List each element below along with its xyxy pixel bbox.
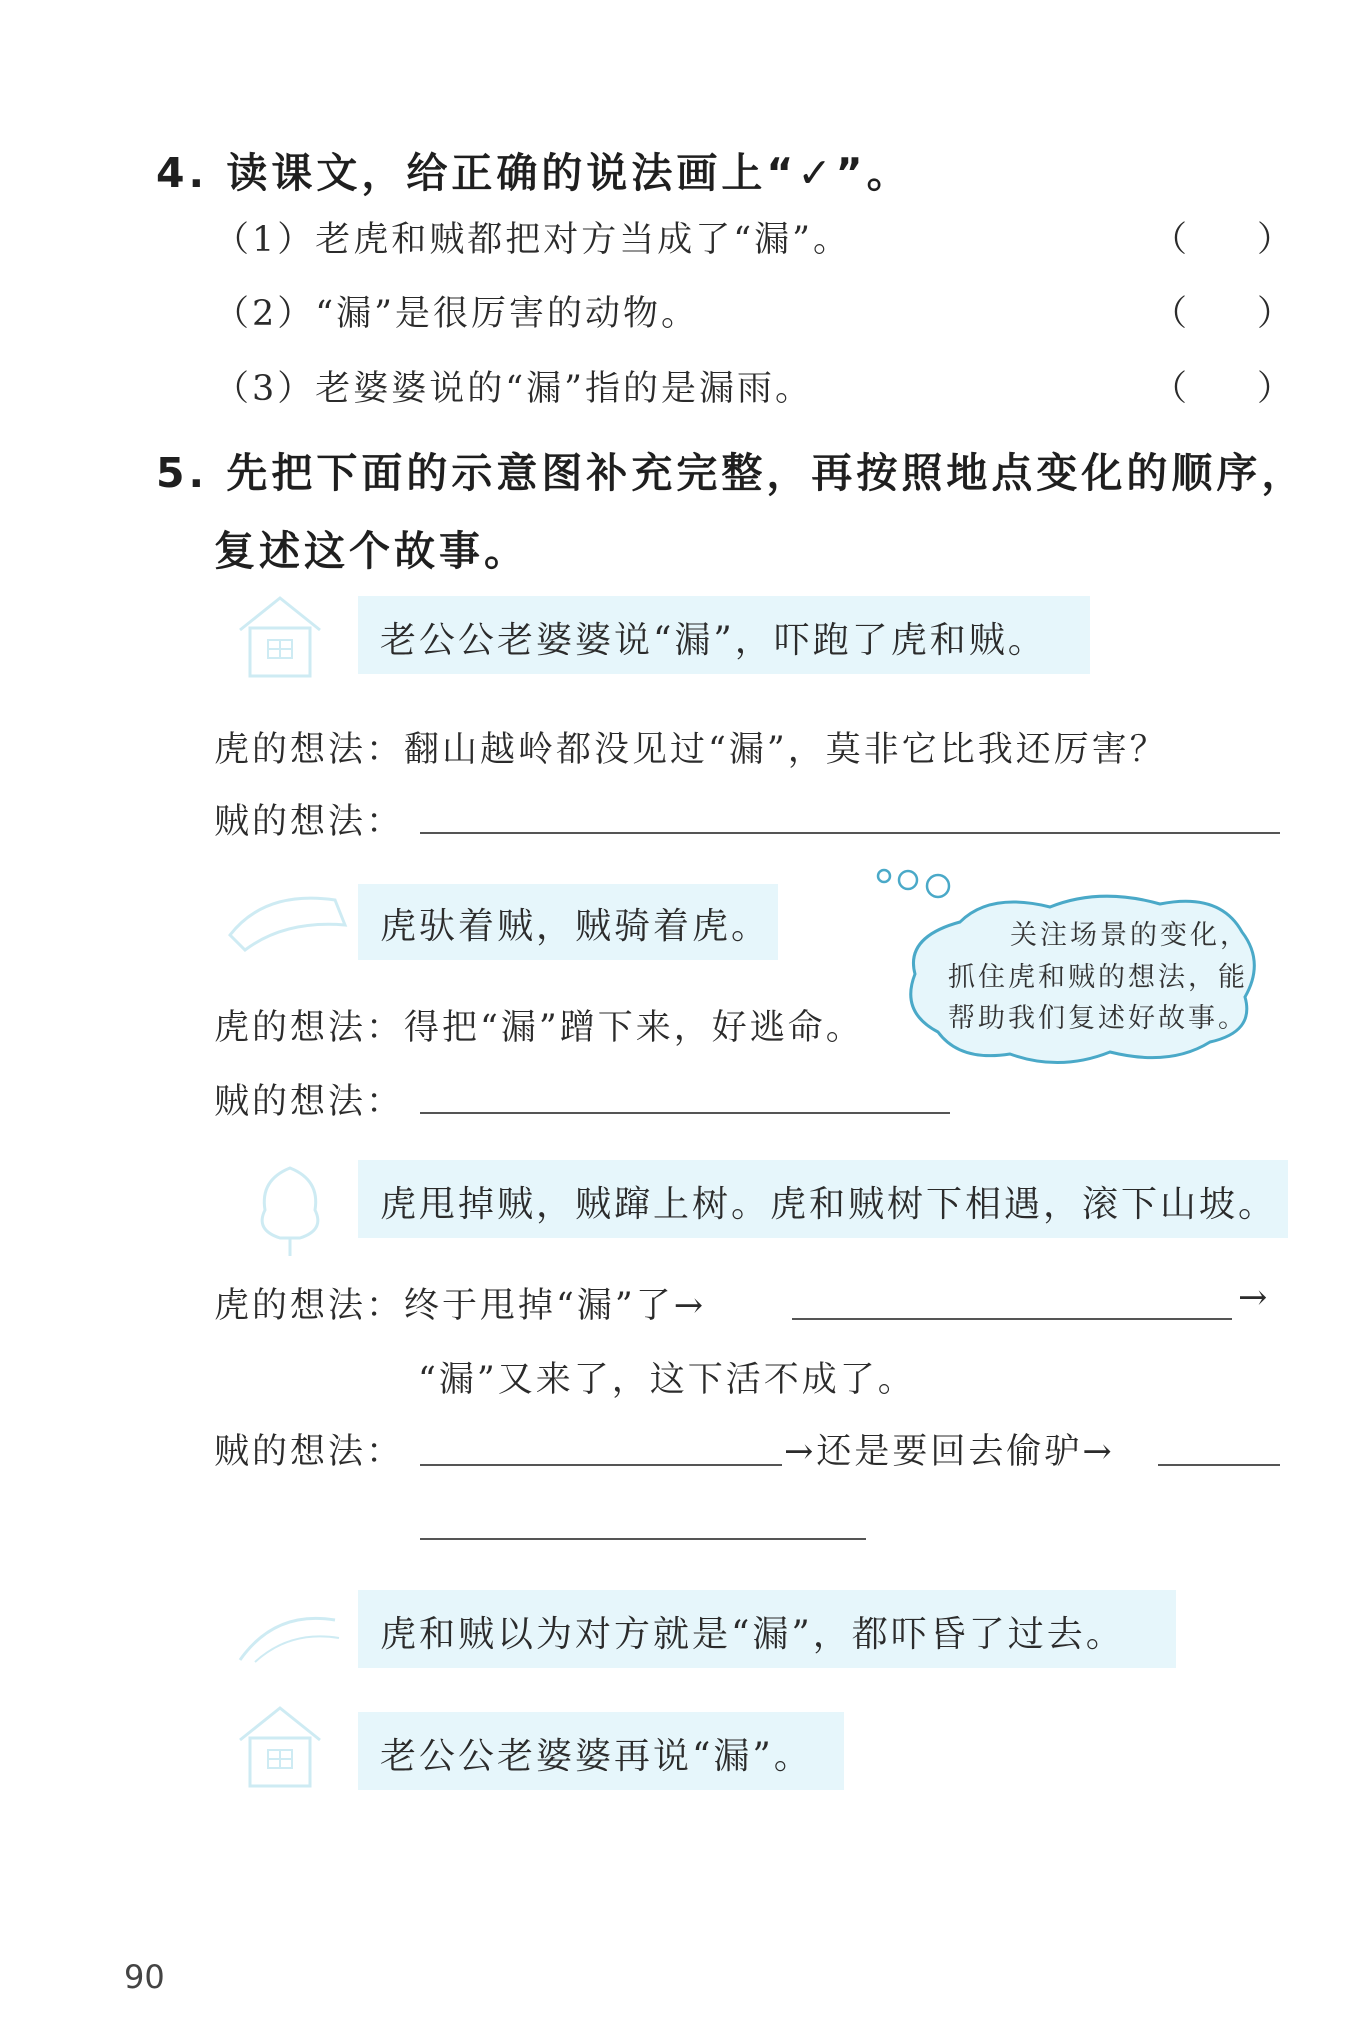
tree-icon [240,1160,340,1260]
scene-5-text: 老公公老婆婆再说“漏”。 [380,1736,813,1777]
thought-1-tiger: 虎的想法：翻山越岭都没见过“漏”，莫非它比我还厉害？ [214,730,1168,770]
thought-2-tiger: 虎的想法：得把“漏”蹭下来，好逃命。 [214,1008,864,1048]
answer-line-thief-3a[interactable] [420,1464,782,1466]
scene-3-text: 虎甩掉贼，贼蹿上树。虎和贼树下相遇，滚下山坡。 [380,1184,1278,1225]
slope-icon [235,1590,345,1670]
answer-line-thief-3b[interactable] [1158,1464,1280,1466]
thought-3-tiger-b: “漏”又来了，这下活不成了。 [418,1360,916,1400]
page-number: 90 [124,1958,165,1996]
scene-1-text: 老公公老婆婆说“漏”，吓跑了虎和贼。 [380,620,1047,661]
answer-line-thief-1[interactable] [420,832,1280,834]
q4-item-2: （2）“漏”是很厉害的动物。 [214,294,700,334]
thought-2-thief-label: 贼的想法： [214,1082,405,1122]
tip-line-3: 帮助我们复述好故事。 [948,1003,1248,1034]
house-icon-2 [230,1700,330,1790]
scene-4-text: 虎和贼以为对方就是“漏”，都吓昏了过去。 [380,1614,1125,1655]
answer-line-tiger-3[interactable] [792,1318,1232,1320]
q4-answer-box-1[interactable]: （ ） [1152,220,1293,260]
thought-3-thief-mid: →还是要回去偷驴→ [784,1432,1115,1472]
thought-3-thief-label: 贼的想法： [214,1432,405,1472]
answer-line-thief-3c[interactable] [420,1538,866,1540]
house-icon [230,590,330,680]
q4-item-3: （3）老婆婆说的“漏”指的是漏雨。 [214,369,814,409]
q4-answer-box-2[interactable]: （ ） [1152,294,1293,334]
question-4-title: 4. 读课文，给正确的说法画上“✓”。 [156,149,912,197]
thought-1-thief-label: 贼的想法： [214,802,405,842]
path-icon [225,880,355,960]
tip-line-1: 关注场景的变化， [1010,920,1250,951]
answer-line-thief-2[interactable] [420,1112,950,1114]
thought-3-tiger-arrow: → [1238,1278,1271,1318]
thought-3-tiger-a: 虎的想法：终于甩掉“漏”了→ [214,1286,707,1326]
tip-line-2: 抓住虎和贼的想法，能 [948,962,1248,993]
q4-item-1: （1）老虎和贼都把对方当成了“漏”。 [214,220,852,260]
q4-answer-box-3[interactable]: （ ） [1152,369,1293,409]
question-5-title-line1: 5. 先把下面的示意图补充完整，再按照地点变化的顺序， [156,449,1307,497]
question-5-title-line2: 复述这个故事。 [214,527,529,575]
scene-2-text: 虎驮着贼，贼骑着虎。 [380,906,771,947]
